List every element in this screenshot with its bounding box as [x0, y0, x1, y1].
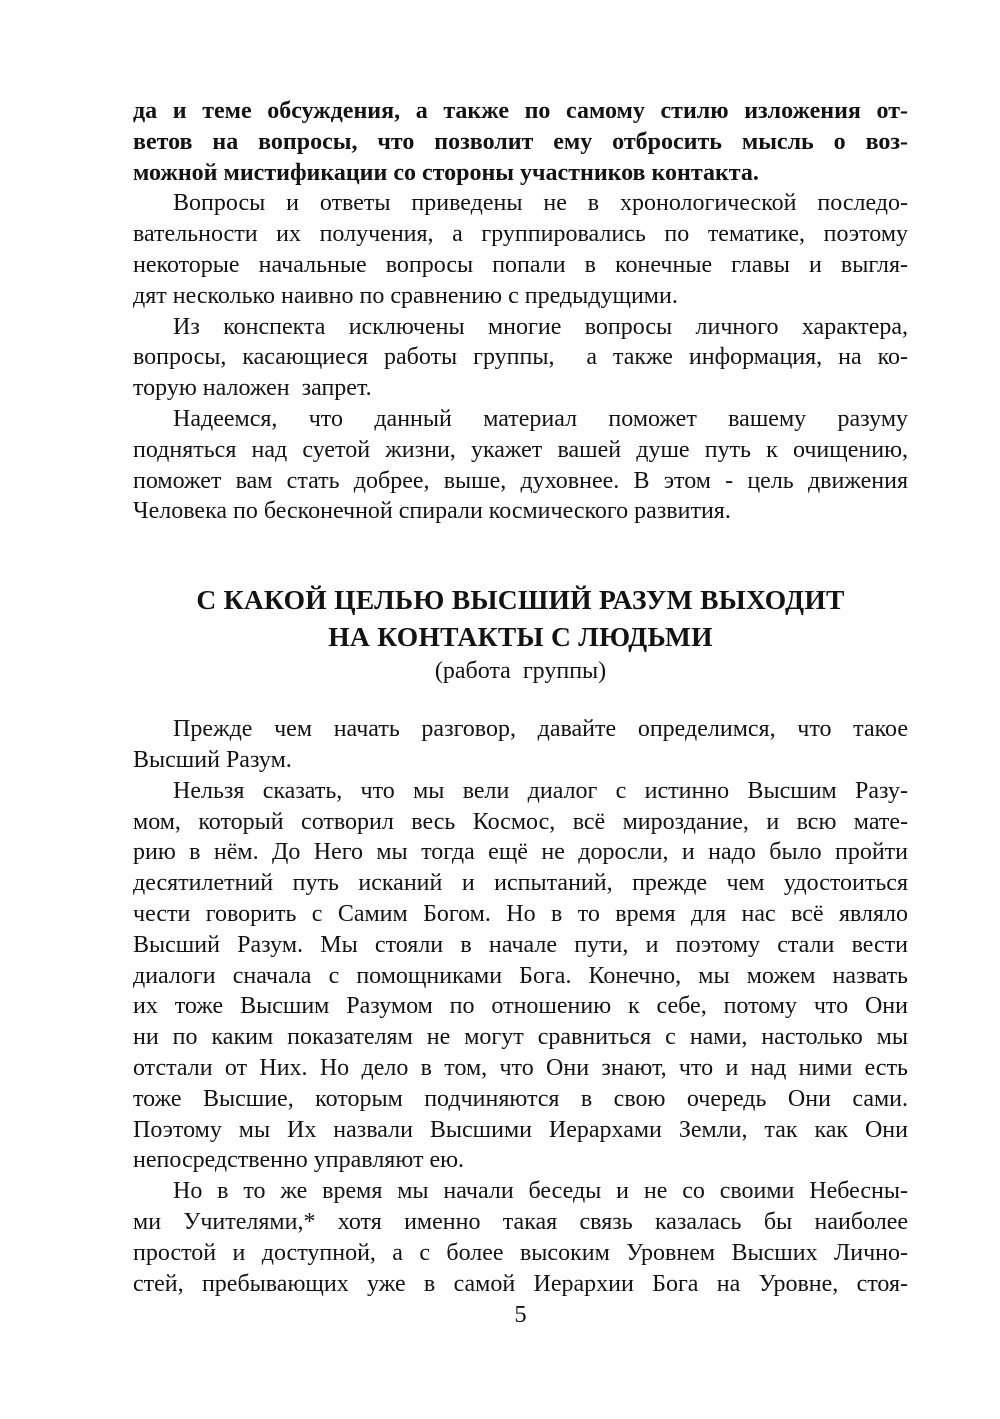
paragraph — [133, 312, 908, 404]
text-line: Поэтому мы Их назвали Высшими Иерархами Земли, так как Они — [133, 1116, 908, 1143]
text-line: диалоги сначала с помощниками Бога. Конечно, мы можем назвать — [133, 962, 908, 989]
paragraph — [133, 188, 908, 311]
text-line: рию в нём. До Него мы тогда ещё не доросли, и надо было пройти — [133, 839, 908, 866]
text-line: Высший Разум. — [133, 746, 292, 773]
text-line: тоже Высшие, которым подчиняются в свою очередь Они сами. — [133, 1085, 908, 1112]
section-subtitle: (работа группы) — [434, 658, 607, 685]
text-line: Но в то же время мы начали беседы и не со своими Небесны- — [173, 1178, 908, 1205]
text-line: ветов на вопросы, что позволит ему отбросить мысль о воз- — [133, 128, 908, 155]
page-text — [133, 96, 908, 1299]
text-line: Прежде чем начать разговор, давайте определимся, что такое — [173, 716, 908, 743]
text-line: стей, пребывающих уже в самой Иерархии Бога на Уровне, стоя- — [133, 1270, 908, 1297]
paragraph — [133, 404, 908, 527]
text-line: некоторые начальные вопросы попали в конечные главы и выгля- — [133, 251, 908, 278]
paragraph — [133, 1176, 908, 1299]
text-line: подняться над суетой жизни, укажет вашей душе путь к очищению, — [133, 436, 908, 463]
text-line: вопросы, касающиеся работы группы, а также информация, на ко- — [133, 344, 908, 371]
text-line: Высший Разум. Мы стояли в начале пути, и поэтому стали вести — [133, 931, 908, 958]
text-line: мом, который сотворил весь Космос, всё мироздание, и всю мате- — [133, 808, 908, 835]
text-line: Вопросы и ответы приведены не в хронологической последо- — [173, 190, 908, 217]
text-line: вательности их получения, а группировались по тематике, поэтому — [133, 221, 908, 248]
paragraph — [133, 776, 908, 1176]
text-line: ни по каким показателям не могут сравниться с нами, настолько мы — [133, 1024, 908, 1051]
text-line: Из конспекта исключены многие вопросы личного характера, — [173, 313, 908, 340]
text-line: дят несколько наивно по сравнению с предыдущими. — [133, 282, 678, 309]
section-title — [133, 581, 908, 655]
text-line: можной мистификации со стороны участников контакта. — [133, 159, 759, 186]
text-line: их тоже Высшим Разумом по отношению к себе, потому что Они — [133, 993, 908, 1020]
text-line: чести говорить с Самим Богом. Но в то время для нас всё являло — [133, 900, 908, 927]
text-line: торую наложен запрет. — [133, 375, 372, 402]
text-line: непосредственно управляют ею. — [133, 1147, 465, 1174]
text-line: Надеемся, что данный материал поможет вашему разуму — [173, 405, 908, 432]
section-title-line: С КАКОЙ ЦЕЛЬЮ ВЫСШИЙ РАЗУМ ВЫХОДИТ — [196, 584, 845, 616]
page-number: 5 — [514, 1301, 527, 1328]
text-line: простой и доступной, а с более высоким Уровнем Высших Лично- — [133, 1239, 908, 1266]
text-line: ми Учителями,* хотя именно такая связь казалась бы наиболее — [133, 1208, 908, 1235]
text-line: Нельзя сказать, что мы вели диалог с истинно Высшим Разу- — [173, 777, 908, 804]
text-line: поможет вам стать добрее, выше, духовнее. В этом - цель движения — [133, 467, 908, 494]
paragraph-bold-continuation — [133, 96, 908, 188]
section-title-line: НА КОНТАКТЫ С ЛЮДЬМИ — [328, 621, 713, 653]
text-line: десятилетний путь исканий и испытаний, прежде чем удостоиться — [133, 870, 908, 897]
paragraph — [133, 714, 908, 776]
text-line: Человека по бесконечной спирали космического развития. — [133, 498, 731, 525]
text-line: да и теме обсуждения, а также по самому стилю изложения от- — [133, 98, 908, 124]
text-line: отстали от Них. Но дело в том, что Они знают, что и над ними есть — [133, 1054, 908, 1081]
